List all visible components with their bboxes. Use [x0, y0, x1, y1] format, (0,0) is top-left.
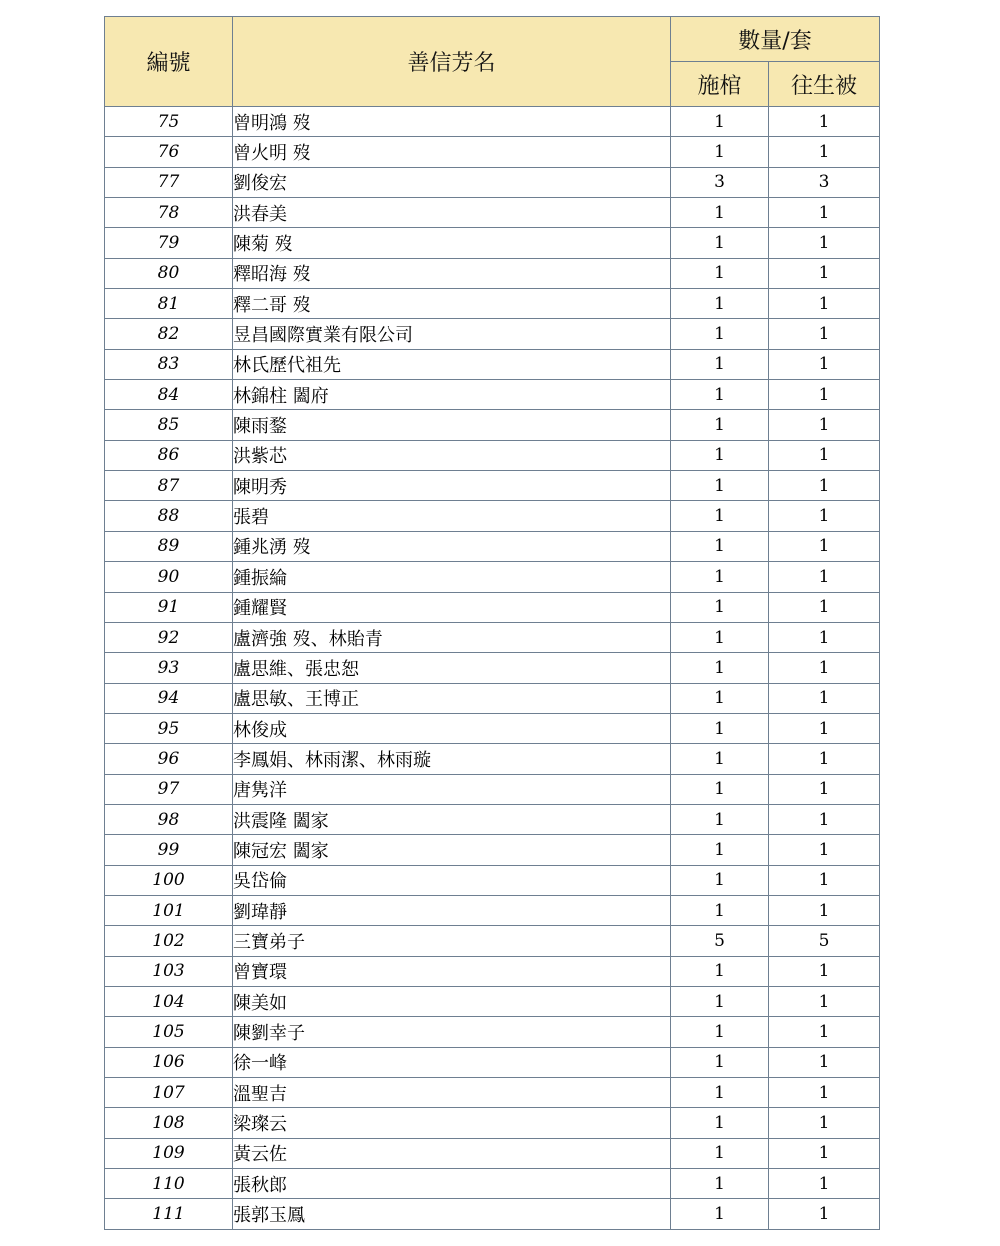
row-id: 109 [105, 1138, 233, 1168]
table-row [105, 835, 880, 865]
table-row [105, 1017, 880, 1047]
coffin-count: 1 [671, 804, 769, 834]
burial-quilt-count: 1 [769, 349, 880, 379]
donor-name: 洪震隆 闔家 [233, 804, 671, 834]
coffin-column-header: 施棺 [671, 62, 769, 107]
donor-name: 陳雨鍪 [233, 410, 671, 440]
coffin-count: 1 [671, 865, 769, 895]
table-row [105, 986, 880, 1016]
table-row [105, 804, 880, 834]
row-id: 108 [105, 1108, 233, 1138]
donor-name: 昱昌國際實業有限公司 [233, 319, 671, 349]
burial-quilt-count: 1 [769, 956, 880, 986]
burial-quilt-count: 1 [769, 440, 880, 470]
quantity-group-header: 數量/套 [671, 17, 880, 62]
donor-name: 李鳳娟、林雨潔、林雨璇 [233, 744, 671, 774]
table-row [105, 956, 880, 986]
table-row [105, 926, 880, 956]
row-id: 97 [105, 774, 233, 804]
burial-quilt-count: 3 [769, 167, 880, 197]
table-row [105, 622, 880, 652]
donor-name: 三寶弟子 [233, 926, 671, 956]
donor-name: 陳劉幸子 [233, 1017, 671, 1047]
table-row [105, 137, 880, 167]
row-id: 85 [105, 410, 233, 440]
coffin-count: 1 [671, 592, 769, 622]
row-id: 99 [105, 835, 233, 865]
donor-name: 陳冠宏 闔家 [233, 835, 671, 865]
table-row [105, 713, 880, 743]
burial-quilt-count: 5 [769, 926, 880, 956]
coffin-count: 1 [671, 471, 769, 501]
donor-name: 溫聖吉 [233, 1078, 671, 1108]
table-row [105, 1078, 880, 1108]
burial-quilt-count: 1 [769, 804, 880, 834]
donor-name: 釋二哥 歿 [233, 289, 671, 319]
burial-quilt-count: 1 [769, 1138, 880, 1168]
burial-quilt-count: 1 [769, 137, 880, 167]
table-row [105, 592, 880, 622]
row-id: 96 [105, 744, 233, 774]
burial-quilt-count: 1 [769, 531, 880, 561]
row-id: 82 [105, 319, 233, 349]
coffin-count: 1 [671, 107, 769, 137]
row-id: 110 [105, 1169, 233, 1199]
donor-name: 張秋郎 [233, 1169, 671, 1199]
coffin-count: 1 [671, 440, 769, 470]
burial-quilt-count: 1 [769, 865, 880, 895]
coffin-count: 1 [671, 1199, 769, 1229]
row-id: 105 [105, 1017, 233, 1047]
burial-quilt-count: 1 [769, 410, 880, 440]
coffin-count: 1 [671, 683, 769, 713]
coffin-count: 1 [671, 198, 769, 228]
donor-name: 劉瑋靜 [233, 895, 671, 925]
table-row [105, 865, 880, 895]
table-row [105, 501, 880, 531]
burial-quilt-count: 1 [769, 986, 880, 1016]
name-column-header: 善信芳名 [233, 17, 671, 107]
coffin-count: 1 [671, 137, 769, 167]
table-row [105, 410, 880, 440]
row-id: 83 [105, 349, 233, 379]
burial-quilt-count: 1 [769, 1047, 880, 1077]
row-id: 107 [105, 1078, 233, 1108]
table-row [105, 531, 880, 561]
table-row [105, 1169, 880, 1199]
burial-quilt-count: 1 [769, 683, 880, 713]
donor-name: 曾寶環 [233, 956, 671, 986]
burial-quilt-count: 1 [769, 228, 880, 258]
donor-name: 劉俊宏 [233, 167, 671, 197]
donor-name: 鍾耀賢 [233, 592, 671, 622]
donor-name: 黃云佐 [233, 1138, 671, 1168]
row-id: 89 [105, 531, 233, 561]
id-column-header: 編號 [105, 17, 233, 107]
donor-name: 盧思敏、王博正 [233, 683, 671, 713]
row-id: 77 [105, 167, 233, 197]
burial-quilt-count: 1 [769, 592, 880, 622]
coffin-count: 1 [671, 289, 769, 319]
row-id: 81 [105, 289, 233, 319]
burial-quilt-count: 1 [769, 835, 880, 865]
donor-name: 張郭玉鳳 [233, 1199, 671, 1229]
donor-name: 林錦柱 闔府 [233, 380, 671, 410]
coffin-count: 1 [671, 1078, 769, 1108]
coffin-count: 1 [671, 380, 769, 410]
coffin-count: 1 [671, 562, 769, 592]
coffin-count: 1 [671, 653, 769, 683]
burial-quilt-count: 1 [769, 471, 880, 501]
donor-table [104, 16, 880, 1230]
burial-quilt-count: 1 [769, 319, 880, 349]
coffin-count: 1 [671, 228, 769, 258]
row-id: 84 [105, 380, 233, 410]
burial-quilt-count: 1 [769, 713, 880, 743]
burial-quilt-column-header: 往生被 [769, 62, 880, 107]
burial-quilt-count: 1 [769, 501, 880, 531]
row-id: 98 [105, 804, 233, 834]
row-id: 90 [105, 562, 233, 592]
header-row-top [105, 17, 880, 62]
donor-name: 曾明鴻 歿 [233, 107, 671, 137]
row-id: 80 [105, 258, 233, 288]
table-row [105, 683, 880, 713]
donor-name: 徐一峰 [233, 1047, 671, 1077]
burial-quilt-count: 1 [769, 895, 880, 925]
coffin-count: 3 [671, 167, 769, 197]
table-row [105, 380, 880, 410]
coffin-count: 1 [671, 501, 769, 531]
coffin-count: 1 [671, 895, 769, 925]
row-id: 102 [105, 926, 233, 956]
burial-quilt-count: 1 [769, 744, 880, 774]
table-row [105, 319, 880, 349]
table-row [105, 895, 880, 925]
table-row [105, 258, 880, 288]
burial-quilt-count: 1 [769, 289, 880, 319]
table-row [105, 562, 880, 592]
table-row [105, 228, 880, 258]
row-id: 94 [105, 683, 233, 713]
coffin-count: 1 [671, 258, 769, 288]
table-row [105, 107, 880, 137]
coffin-count: 1 [671, 1047, 769, 1077]
donor-name: 林氏歷代祖先 [233, 349, 671, 379]
coffin-count: 1 [671, 1017, 769, 1047]
burial-quilt-count: 1 [769, 653, 880, 683]
donor-name: 鍾振綸 [233, 562, 671, 592]
table-row [105, 1047, 880, 1077]
table-row [105, 198, 880, 228]
coffin-count: 1 [671, 1108, 769, 1138]
coffin-count: 1 [671, 349, 769, 379]
coffin-count: 1 [671, 319, 769, 349]
table-row [105, 774, 880, 804]
table-header [105, 17, 880, 107]
coffin-count: 1 [671, 622, 769, 652]
coffin-count: 1 [671, 986, 769, 1016]
row-id: 88 [105, 501, 233, 531]
burial-quilt-count: 1 [769, 622, 880, 652]
donor-name: 鍾兆湧 歿 [233, 531, 671, 561]
table-row [105, 653, 880, 683]
row-id: 100 [105, 865, 233, 895]
row-id: 93 [105, 653, 233, 683]
donor-name: 洪紫芯 [233, 440, 671, 470]
coffin-count: 1 [671, 835, 769, 865]
coffin-count: 1 [671, 774, 769, 804]
burial-quilt-count: 1 [769, 1199, 880, 1229]
row-id: 106 [105, 1047, 233, 1077]
row-id: 78 [105, 198, 233, 228]
row-id: 87 [105, 471, 233, 501]
donor-name: 陳菊 歿 [233, 228, 671, 258]
burial-quilt-count: 1 [769, 1108, 880, 1138]
burial-quilt-count: 1 [769, 774, 880, 804]
coffin-count: 1 [671, 531, 769, 561]
burial-quilt-count: 1 [769, 562, 880, 592]
donor-name: 盧思維、張忠恕 [233, 653, 671, 683]
coffin-count: 1 [671, 410, 769, 440]
row-id: 91 [105, 592, 233, 622]
table-row [105, 289, 880, 319]
table-row [105, 1138, 880, 1168]
row-id: 92 [105, 622, 233, 652]
coffin-count: 1 [671, 744, 769, 774]
row-id: 104 [105, 986, 233, 1016]
row-id: 79 [105, 228, 233, 258]
row-id: 75 [105, 107, 233, 137]
burial-quilt-count: 1 [769, 1017, 880, 1047]
row-id: 95 [105, 713, 233, 743]
table-row [105, 744, 880, 774]
table-row [105, 167, 880, 197]
table-row [105, 440, 880, 470]
donor-name: 陳美如 [233, 986, 671, 1016]
coffin-count: 1 [671, 713, 769, 743]
row-id: 76 [105, 137, 233, 167]
burial-quilt-count: 1 [769, 107, 880, 137]
table-body [105, 107, 880, 1230]
row-id: 86 [105, 440, 233, 470]
donor-name: 洪春美 [233, 198, 671, 228]
donor-name: 唐隽洋 [233, 774, 671, 804]
donor-name: 張碧 [233, 501, 671, 531]
burial-quilt-count: 1 [769, 258, 880, 288]
donor-name: 林俊成 [233, 713, 671, 743]
table-row [105, 349, 880, 379]
burial-quilt-count: 1 [769, 380, 880, 410]
row-id: 111 [105, 1199, 233, 1229]
donor-name: 釋昭海 歿 [233, 258, 671, 288]
table-row [105, 1199, 880, 1229]
table-row [105, 1108, 880, 1138]
burial-quilt-count: 1 [769, 198, 880, 228]
coffin-count: 1 [671, 956, 769, 986]
burial-quilt-count: 1 [769, 1078, 880, 1108]
donor-name: 盧濟強 歿、林貽青 [233, 622, 671, 652]
donor-name: 曾火明 歿 [233, 137, 671, 167]
table-row [105, 471, 880, 501]
donor-name: 梁璨云 [233, 1108, 671, 1138]
row-id: 101 [105, 895, 233, 925]
donor-name: 吳岱倫 [233, 865, 671, 895]
burial-quilt-count: 1 [769, 1169, 880, 1199]
coffin-count: 1 [671, 1138, 769, 1168]
row-id: 103 [105, 956, 233, 986]
coffin-count: 1 [671, 1169, 769, 1199]
coffin-count: 5 [671, 926, 769, 956]
donor-name: 陳明秀 [233, 471, 671, 501]
